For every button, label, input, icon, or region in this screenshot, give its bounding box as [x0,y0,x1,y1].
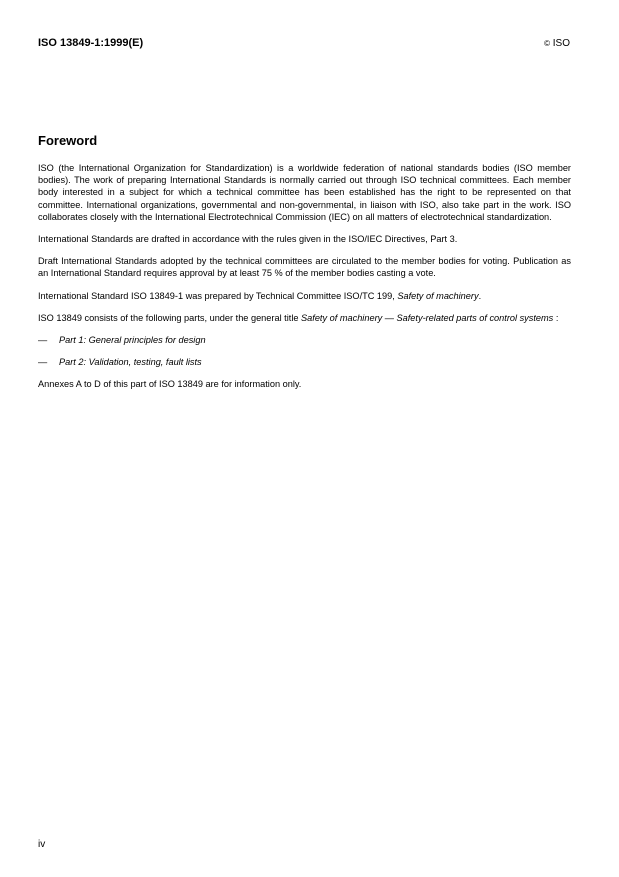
paragraph-parts-intro [38,312,571,324]
copyright-notice [544,38,570,49]
paragraph-iso-intro: ISO (the International Organization for Standardization) is a worldwide federation of national standards bodies (ISO member bodies). The work of preparing International Standards is normally carried out through ISO technical committees. Each member body interested in a subject for which a technical committee has been established has the right to be represented on that committee. International organizations, governmental and non-governmental, in liaison with ISO, also take part in the work. ISO collaborates closely with the International Electrotechnical Commission (IEC) on all matters of electrotechnical standardization. [38,163,571,222]
list-item-part-2 [38,356,571,368]
dash-marker: — [38,357,48,368]
paragraph-voting: Draft International Standards adopted by the technical committees are circulated to the member bodies for voting. Publication as an International Standard requires approval by at least 75 % of the member bodies casting a vote. [38,256,571,279]
paragraph-annexes: Annexes A to D of this part of ISO 13849 are for information only. [38,379,302,390]
document-id: ISO 13849-1:1999(E) [38,37,144,49]
parts-intro-end: : [553,312,559,323]
prepared-by-title: Safety of machinery [397,290,479,301]
copyright-org: ISO [552,38,570,49]
parts-general-title: Safety of machinery — Safety-related parts of control systems [301,312,554,323]
prepared-by-text: International Standard ISO 13849-1 was prepared by Technical Committee ISO/TC 199, [38,290,398,301]
prepared-by-end: . [478,290,482,301]
paragraph-drafting-rules: International Standards are drafted in accordance with the rules given in the ISO/IEC Directives, Part 3. [38,234,458,245]
paragraph-prepared-by [38,290,571,302]
part-1-label: Part 1: General principles for design [59,335,206,346]
parts-intro-text: ISO 13849 consists of the following parts, under the general title [38,312,302,323]
foreword-body [38,162,571,401]
page-number: iv [38,839,46,850]
list-item-part-1 [38,334,571,346]
dash-marker: — [38,335,48,346]
part-2-label: Part 2: Validation, testing, fault lists [59,357,202,368]
page-title: Foreword [38,133,98,148]
copyright-symbol: © [544,39,550,48]
